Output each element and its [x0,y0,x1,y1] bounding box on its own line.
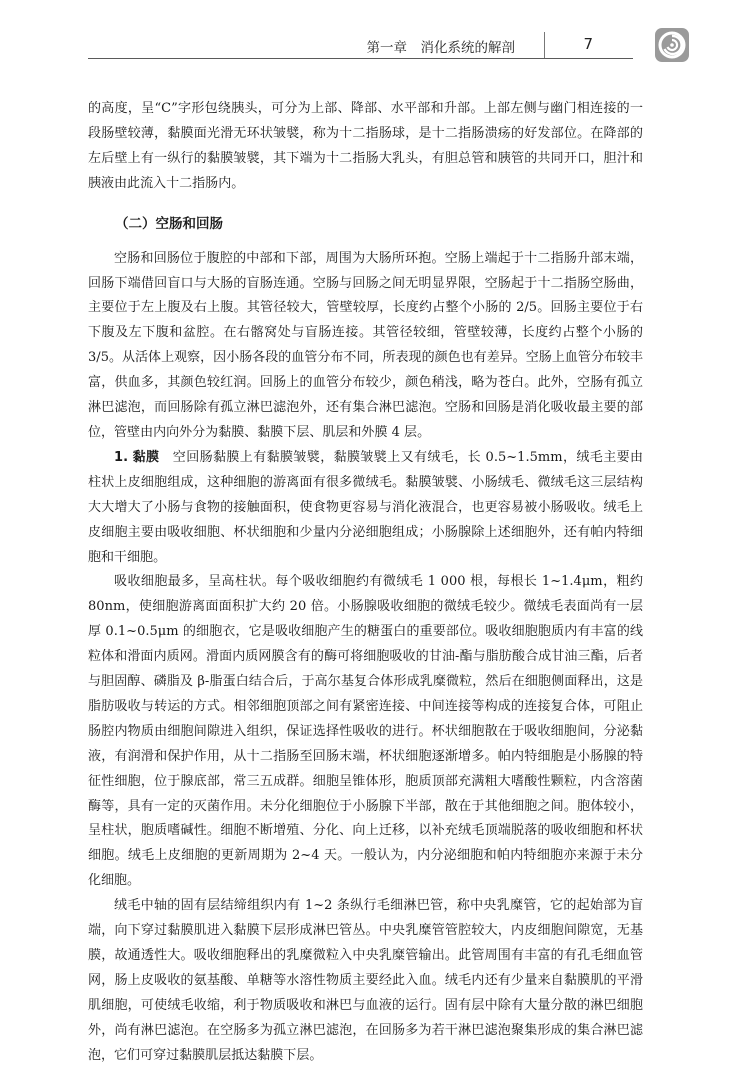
spiral-emblem-icon [655,28,689,62]
spacer [88,197,643,201]
header-rule [88,58,633,59]
paragraph-absorptive-cells: 吸收细胞最多，呈高柱状。每个吸收细胞约有微绒毛 1 000 根，每根长 1~1.4μm，粗约 80nm，使细胞游离面面积扩大约 20 倍。小肠腺吸收细胞的微绒毛较少。微绒毛表面尚有一层厚 0.1~0.5μm 的细胞衣，它是吸收细胞产生的糖蛋白的重要部位。吸收细胞胞质内有丰富的线粒体和滑面内质网。滑面内质网膜含有的酶可将细胞吸收的甘油-酯与脂肪酸合成甘油三酯，后者与胆固醇、磷脂及 β-脂蛋白结合后，于高尔基复合体形成乳糜微粒，然后在细胞侧面释出，这是脂肪吸收与转运的方式。相邻细胞顶部之间有紧密连接、中间连接等构成的连接复合体，可阻止肠腔内物质由细胞间隙进入组织，保证选择性吸收的进行。杯状细胞散在于吸收细胞间，分泌黏液，有润滑和保护作用，从十二指肠至回肠末端，杯状细胞逐渐增多。帕内特细胞是小肠腺的特征性细胞，位于腺底部，常三五成群。细胞呈锥体形，胞质顶部充满粗大嗜酸性颗粒，内含溶菌酶等，具有一定的灭菌作用。未分化细胞位于小肠腺下半部，散在于其他细胞之间。胞体较小，呈柱状，胞质嗜碱性。细胞不断增殖、分化、向上迁移，以补充绒毛顶端脱落的吸收细胞和杯状细胞。绒毛上皮细胞的更新周期为 2~4 天。一般认为，内分泌细胞和帕内特细胞亦来源于未分化细胞。 [88,574,643,889]
paragraph-duodenum-continued: 的高度，呈“C”字形包绕胰头，可分为上部、降部、水平部和升部。上部左侧与幽门相连接的一段肠壁较薄，黏膜面光滑无环状皱襞，称为十二指肠球，是十二指肠溃疡的好发部位。在降部的左后壁上有一纵行的黏膜皱襞，其下端为十二指肠大乳头，有胆总管和胰管的共同开口，胆汁和胰液由此流入十二指肠内。 [88,101,643,191]
term-mucosa: 黏膜 [132,449,160,465]
paragraph-lamina-propria: 绒毛中轴的固有层结缔组织内有 1~2 条纵行毛细淋巴管，称中央乳糜管，它的起始部为盲端，向下穿过黏膜肌进入黏膜下层形成淋巴管丛。中央乳糜管管腔较大，内皮细胞间隙宽，无基膜，故通透性大。吸收细胞释出的乳糜微粒入中央乳糜管输出。此管周围有丰富的有孔毛细血管网，肠上皮吸收的氨基酸、单糖等水溶性物质主要经此入血。绒毛内还有少量来自黏膜肌的平滑肌细胞，可使绒毛收缩，利于物质吸收和淋巴与血液的运行。固有层中除有大量分散的淋巴细胞外，尚有淋巴滤泡。在空肠多为孤立淋巴滤泡，在回肠多为若干淋巴滤泡聚集形成的集合淋巴滤泡，它们可穿过黏膜肌层抵达黏膜下层。 [88,898,643,1063]
header-divider [544,32,545,58]
page-number: 7 [583,35,593,53]
paragraph-mucosa [88,446,643,571]
running-header [88,30,633,62]
paragraph-mucosa-text: 空回肠黏膜上有黏膜皱襞，黏膜皱襞上又有绒毛，长 0.5~1.5mm，绒毛主要由柱状上皮细胞组成，这种细胞的游离面有很多微绒毛。黏膜皱襞、小肠绒毛、微绒毛这三层结构大大增大了小肠与食物的接触面积，使食物更容易与消化液混合，也更容易被小肠吸收。绒毛上皮细胞主要由吸收细胞、杯状细胞和少量内分泌细胞组成；小肠腺除上述细胞外，还有帕内特细胞和干细胞。 [88,449,644,565]
section-heading-jejunum-ileum: （二）空肠和回肠 [115,215,223,232]
chapter-title: 第一章 消化系统的解剖 [366,40,515,56]
page-body [88,97,643,1069]
term-number: 1. [114,449,129,465]
paragraph-jejunum-ileum: 空肠和回肠位于腹腔的中部和下部，周围为大肠所环抱。空肠上端起于十二指肠升部末端，回肠下端借回盲口与大肠的盲肠连通。空肠与回肠之间无明显界限，空肠起于十二指肠空肠曲，主要位于左上腹及右上腹。其管径较大，管壁较厚，长度约占整个小肠的 2/5。回肠主要位于右下腹及左下腹和盆腔。在右髂窝处与盲肠连接。其管径较细，管壁较薄，长度约占整个小肠的 3/5。从活体上观察，因小肠各段的血管分布不同，所表现的颜色也有差异。空肠上血管分布较丰富，供血多，其颜色较红润。回肠上的血管分布较少，颜色稍浅，略为苍白。此外，空肠有孤立淋巴滤泡，而回肠除有孤立淋巴滤泡外，还有集合淋巴滤泡。空肠和回肠是消化吸收最主要的部位，管壁由内向外分为黏膜、黏膜下层、肌层和外膜 4 层。 [88,250,643,440]
